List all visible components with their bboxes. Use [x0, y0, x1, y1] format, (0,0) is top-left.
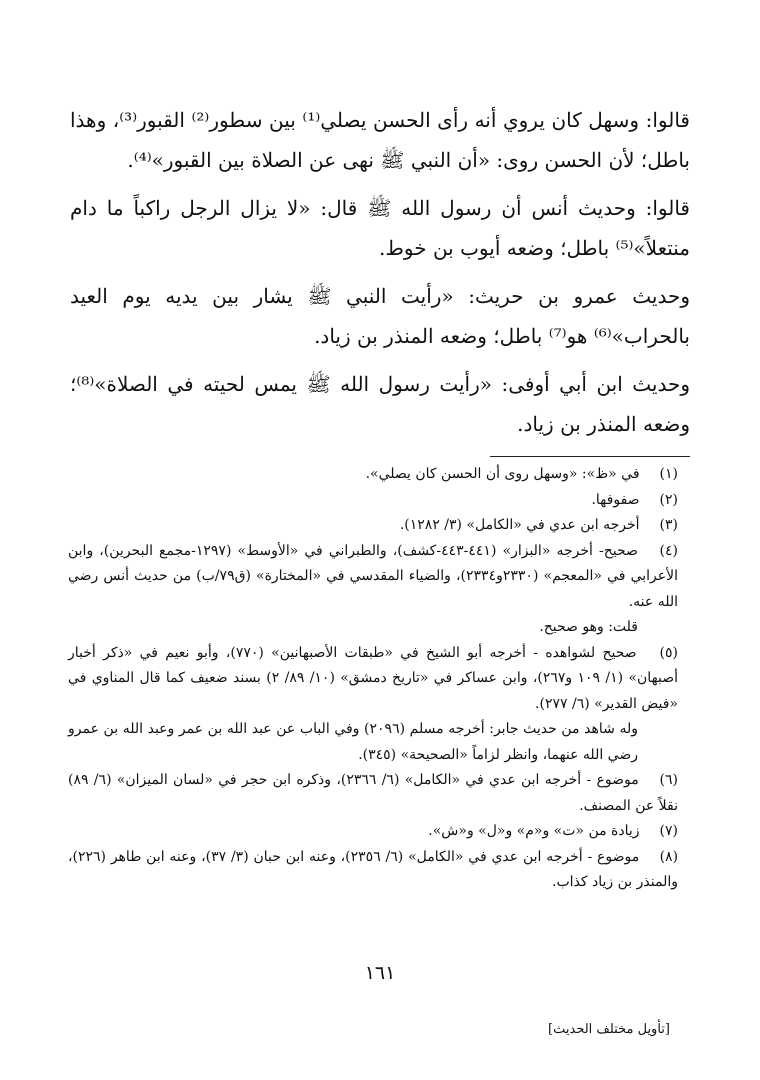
footnote-text: في «ظ»: «وسهل روى أن الحسن كان يصلي».	[365, 466, 640, 482]
footnote-number: (٣)	[659, 517, 678, 533]
footnote-4-note: قلت: وهو صحيح.	[539, 619, 638, 635]
footnote-text: زيادة من «ت» و«م» و«ل» و«ش».	[428, 823, 640, 839]
footnote-1	[68, 462, 678, 488]
footnote-6	[68, 768, 678, 819]
footnote-number: (٥)	[659, 644, 678, 661]
footnote-text: صحيح لشواهده - أخرجه أبو الشيخ في «طبقات الأصبهانين» (٧٧٠)، وأبو نعيم في «ذكر أخبار أصبهان» (١/ ١٠٩ و٢٦٧)، وابن عساكر في «تاريخ دمشق» (١٠/ ٨٩/ ٢) بسند ضعيف كما قال المناوي في «فيض القدير» (٦/ ٢٧٧).	[68, 644, 678, 712]
footnote-3	[68, 513, 678, 539]
main-paragraph-3: وحديث عمرو بن حريث: «رأيت النبي ﷺ يشار بين يديه يوم العيد بالحراب»⁽⁶⁾ هو⁽⁷⁾ باطل؛ وضعه المنذر بن زياد.	[70, 284, 690, 348]
footnote-5-note: وله شاهد من حديث جابر: أخرجه مسلم (٢٠٩٦) وفي الباب عن عبد الله بن عمر وعبد الله بن عمرو رضي الله عنهما، وانظر لزاماً «الصحيحة» (٣٤٥).	[68, 721, 638, 763]
footnotes	[68, 462, 678, 896]
footnote-text: صحيح- أخرجه «البزار» (٤٤١-٤٤٣-كشف)، والطبراني في «الأوسط» (١٢٩٧-مجمع البحرين)، وابن الأعرابي في «المعجم» (٢٣٣٠و٢٣٣٤)، والضياء المقدسي في «المختارة» (ق٧٩/ب) من حديث أنس رضي الله عنه.	[68, 542, 678, 610]
footnote-text: صفوفها.	[591, 491, 640, 508]
footnote-number: (٢)	[659, 491, 678, 508]
footnote-number: (١)	[659, 466, 678, 482]
footnote-divider	[490, 456, 690, 457]
main-text	[70, 100, 690, 452]
footnote-text: موضوع - أخرجه ابن عدي في «الكامل» (٦/ ٢٣٦٦)، وذكره ابن حجر في «لسان الميزان» (٦/ ٨٩) نقلاً عن المصنف.	[68, 772, 678, 814]
footnote-number: (٨)	[659, 848, 679, 865]
main-paragraph-1: قالوا: وسهل كان يروي أنه رأى الحسن يصلي⁽¹⁾ بين سطور⁽²⁾ القبور⁽³⁾، وهذا باطل؛ لأن الحسن روى: «أن النبي ﷺ نهى عن الصلاة بين القبور»⁽⁴⁾.	[70, 108, 690, 172]
footnote-2	[68, 488, 678, 514]
book-title: [تأويل مختلف الحديث]	[548, 1022, 670, 1037]
main-paragraph-4: وحديث ابن أبي أوفى: «رأيت رسول الله ﷺ يمس لحيته في الصلاة»⁽⁸⁾؛ وضعه المنذر بن زياد.	[70, 372, 690, 436]
footnote-number: (٦)	[659, 772, 678, 788]
footnote-5	[68, 641, 678, 718]
footnote-text: أخرجه ابن عدي في «الكامل» (٣/ ١٢٨٢).	[399, 517, 640, 533]
footnote-7	[68, 819, 678, 845]
footnote-number: (٧)	[659, 823, 678, 839]
main-paragraph-2: قالوا: وحديث أنس أن رسول الله ﷺ قال: «لا يزال الرجل راكباً ما دام منتعلاً»⁽⁵⁾ باطل؛ وضعه أيوب بن خوط.	[70, 196, 690, 260]
footnote-4	[68, 539, 678, 616]
footnote-8	[68, 845, 678, 896]
page-number: ١٦١	[364, 962, 396, 984]
footnote-text: موضوع - أخرجه ابن عدي في «الكامل» (٦/ ٢٣٥٦)، وعنه ابن حبان (٣/ ٣٧)، وعنه ابن طاهر (٢٢٦)، والمنذر بن زياد كذاب.	[68, 848, 678, 890]
footnote-number: (٤)	[659, 542, 679, 559]
